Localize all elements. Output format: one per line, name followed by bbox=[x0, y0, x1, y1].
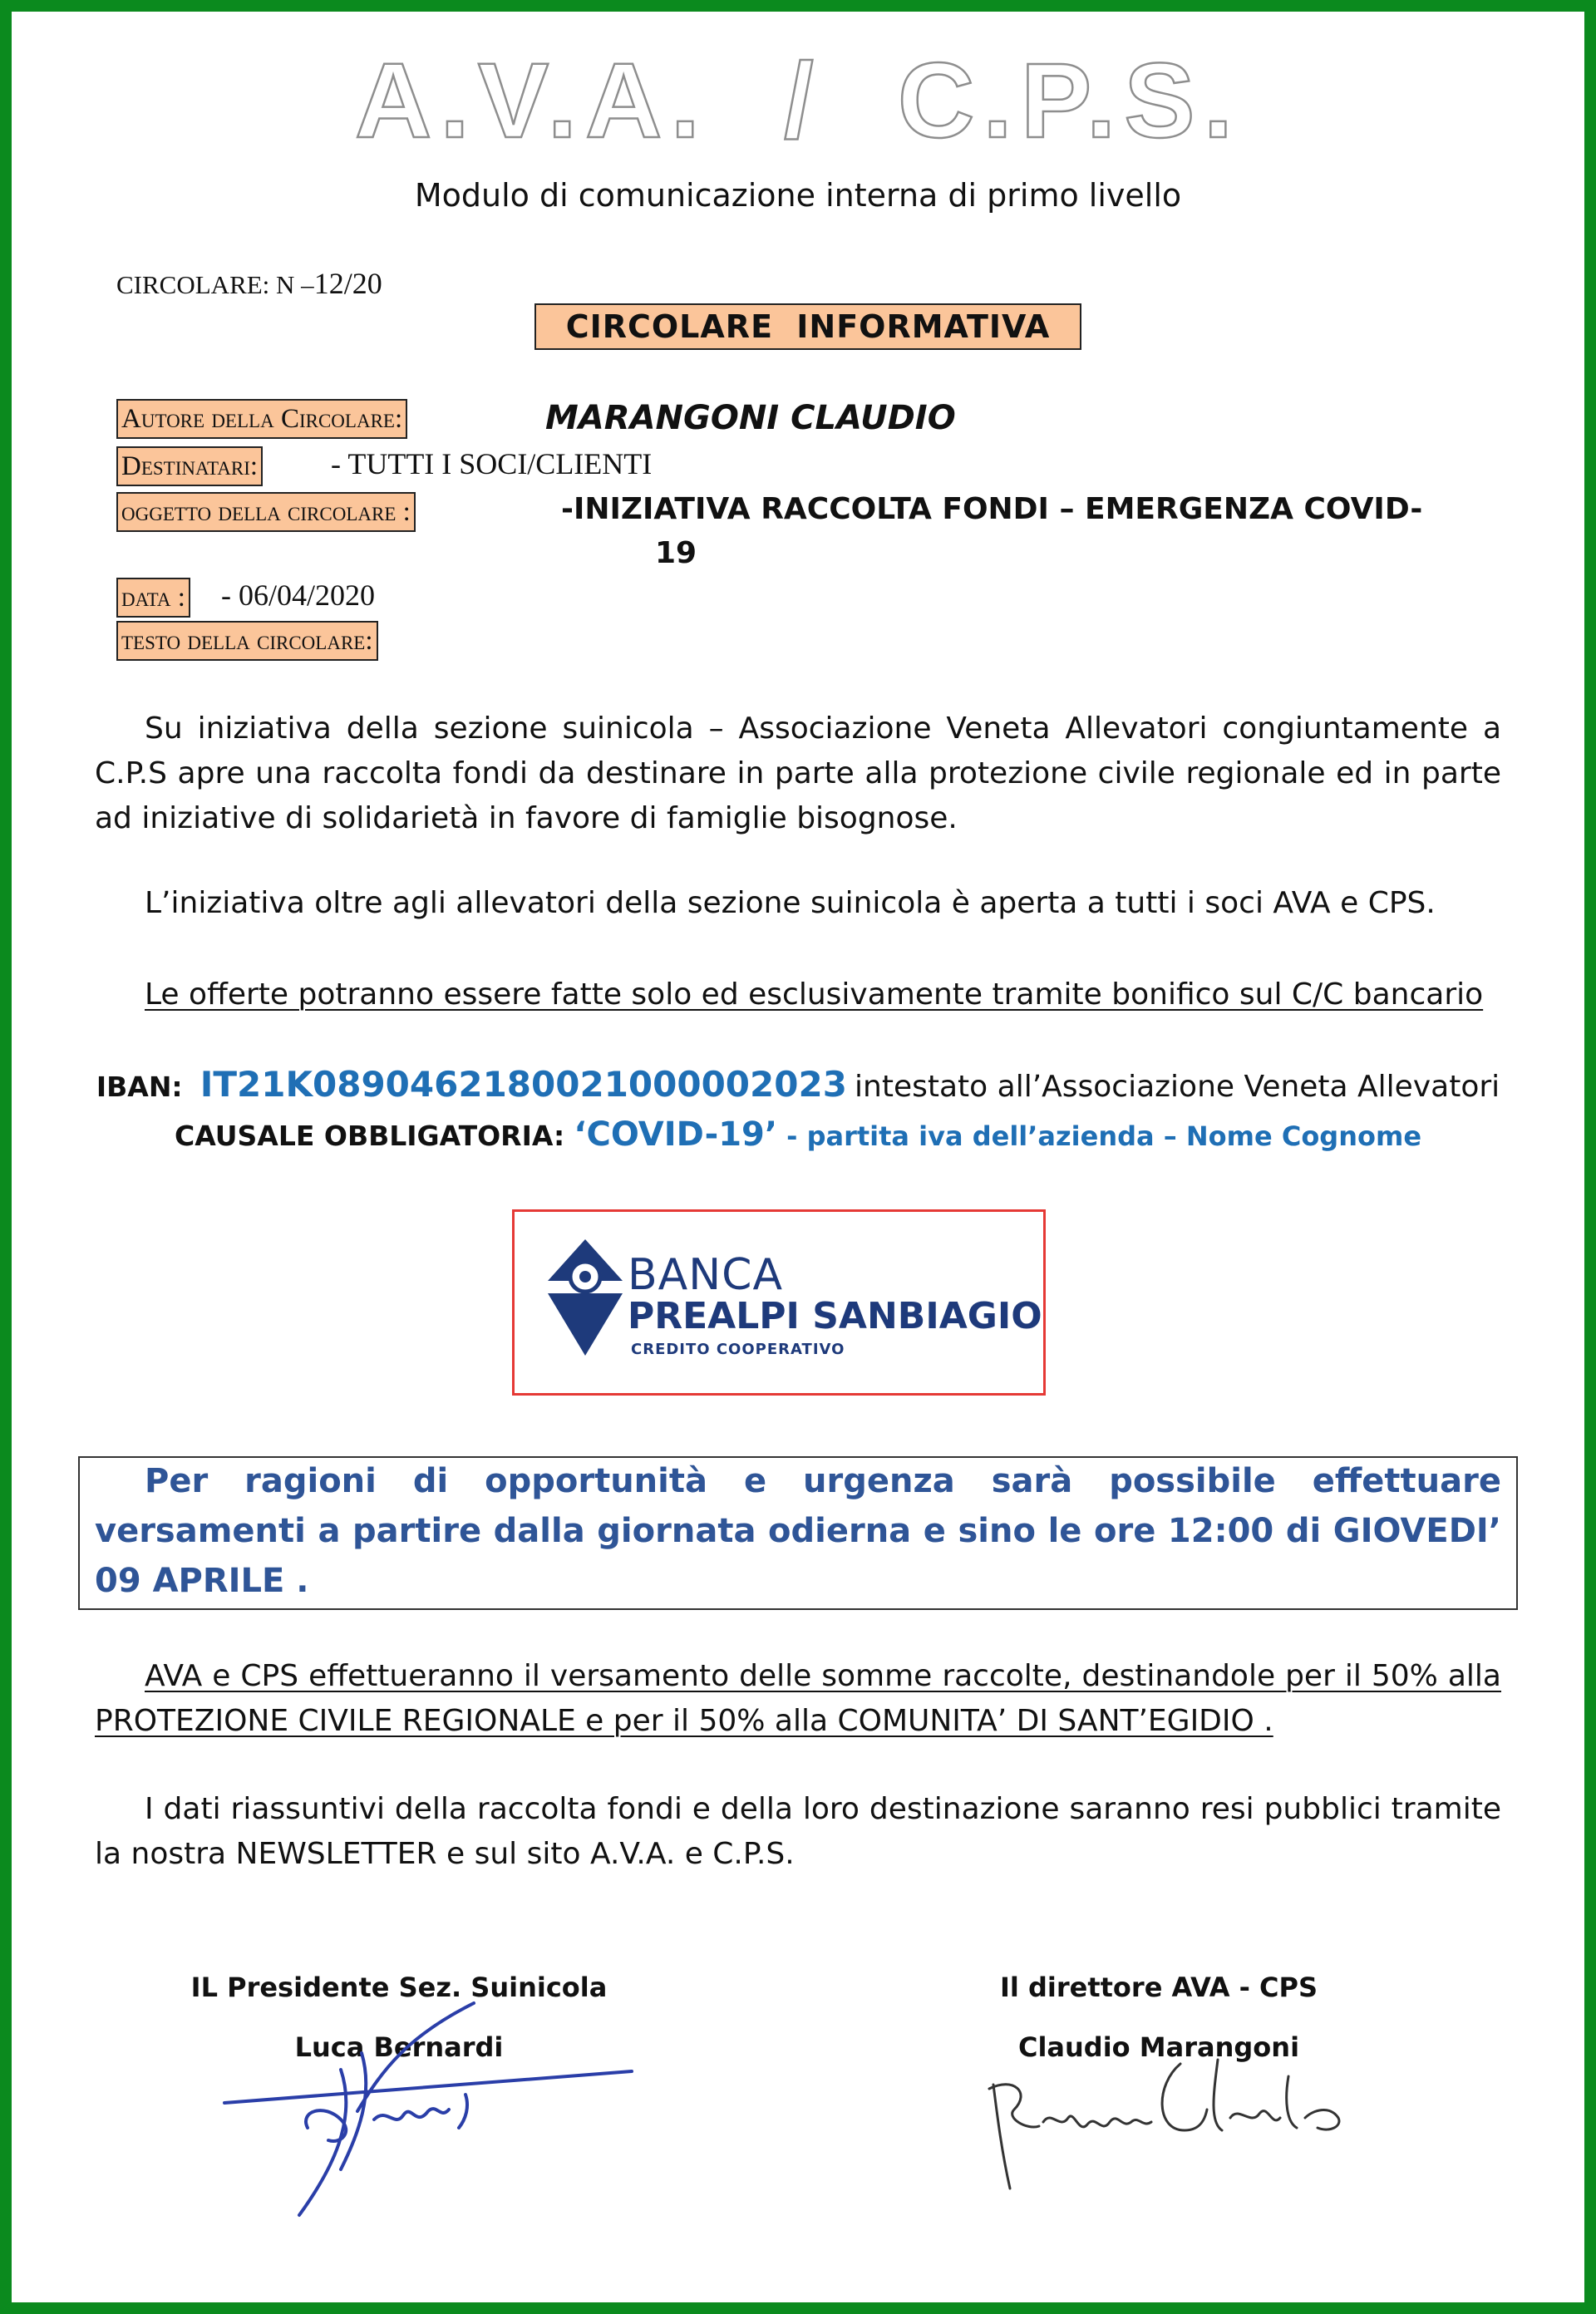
author-value: MARANGONI CLAUDIO bbox=[545, 399, 956, 437]
bank-name-line3: CREDITO COOPERATIVO bbox=[631, 1341, 845, 1358]
ava-cps-logo-title: A.V.A. / C.P.S. bbox=[354, 42, 1242, 160]
text-label: testo della circolare: bbox=[116, 621, 378, 661]
circular-number-value: 12/20 bbox=[313, 267, 382, 300]
recipients-label: Destinatari: bbox=[116, 446, 263, 486]
circular-type-banner: CIRCOLARE INFORMATIVA bbox=[534, 303, 1081, 350]
recipients-value: - TUTTI I SOCI/CLIENTI bbox=[331, 447, 653, 480]
circular-number-label: CIRCOLARE: N – bbox=[116, 270, 314, 299]
iban-holder: intestato all’Associazione Veneta Allevatori bbox=[855, 1070, 1500, 1104]
bank-name-line2: PREALPI SANBIAGIO bbox=[628, 1295, 1042, 1337]
body-paragraph-3: Le offerte potranno essere fatte solo ed esclusivamente tramite bonifico sul C/C bancario bbox=[145, 977, 1484, 1012]
causale-value: ‘COVID-19’ bbox=[574, 1115, 778, 1154]
causale-detail: - partita iva dell’azienda – Nome Cognome bbox=[786, 1120, 1422, 1152]
left-handwritten-signature bbox=[216, 1995, 648, 2228]
bank-name-line1: BANCA bbox=[628, 1250, 784, 1300]
causale-label: CAUSALE OBBLIGATORIA: bbox=[174, 1120, 565, 1152]
subject-value-line1: -INIZIATIVA RACCOLTA FONDI – EMERGENZA COVID- bbox=[561, 492, 1423, 526]
iban-label: IBAN: bbox=[96, 1071, 183, 1103]
notice-text: Per ragioni di opportunità e urgenza sarà possibile effettuare versamenti a partire dalla giornata odierna e sino le ore 12:00 di GIOVEDI’ 09 APRILE . bbox=[95, 1462, 1501, 1600]
bank-logo-box bbox=[512, 1209, 1046, 1396]
document-subtitle: Modulo di comunicazione interna di primo livello bbox=[414, 177, 1182, 214]
body-paragraph-2: L’iniziativa oltre agli allevatori della sezione suinicola è aperta a tutti i soci AVA e CPS. bbox=[145, 886, 1436, 920]
left-signatory-title: IL Presidente Sez. Suinicola bbox=[190, 1972, 608, 2003]
body-paragraph-4-line1: AVA e CPS effettueranno il versamento delle somme raccolte, destinandole per il 50% alla bbox=[145, 1659, 1501, 1693]
iban-value: IT21K0890462180021000002023 bbox=[200, 1064, 847, 1105]
body-paragraph-5: I dati riassuntivi della raccolta fondi e della loro destinazione saranno resi pubblici tramite la nostra NEWSLETTER e sul sito A.V.A. e C.P.S. bbox=[95, 1792, 1501, 1871]
date-value: - 06/04/2020 bbox=[221, 578, 375, 612]
left-signatory-name: Luca Bernardi bbox=[294, 2031, 504, 2063]
right-signatory-name: Claudio Marangoni bbox=[1017, 2031, 1300, 2063]
author-label: Autore della Circolare: bbox=[116, 399, 407, 439]
circular-number bbox=[116, 266, 382, 301]
bank-emblem-icon bbox=[539, 1235, 631, 1360]
date-label: data : bbox=[116, 578, 190, 618]
right-signatory-title: Il direttore AVA - CPS bbox=[999, 1972, 1318, 2003]
body-paragraph-1: Su iniziativa della sezione suinicola – Associazione Veneta Allevatori congiuntamente a C.P.S apre una raccolta fondi da destinare in parte alla protezione civile regionale ed in parte ad iniziative di solidarietà in favore di famiglie bisognose. bbox=[95, 711, 1501, 835]
subject-label: oggetto della circolare : bbox=[116, 492, 416, 532]
causale-row bbox=[0, 1115, 1596, 1154]
right-handwritten-signature bbox=[981, 2051, 1363, 2201]
subject-value-line2: 19 bbox=[655, 536, 697, 570]
body-paragraph-4-line2: PROTEZIONE CIVILE REGIONALE e per il 50% alla COMUNITA’ DI SANT’EGIDIO . bbox=[95, 1704, 1273, 1738]
iban-row bbox=[0, 1064, 1596, 1105]
